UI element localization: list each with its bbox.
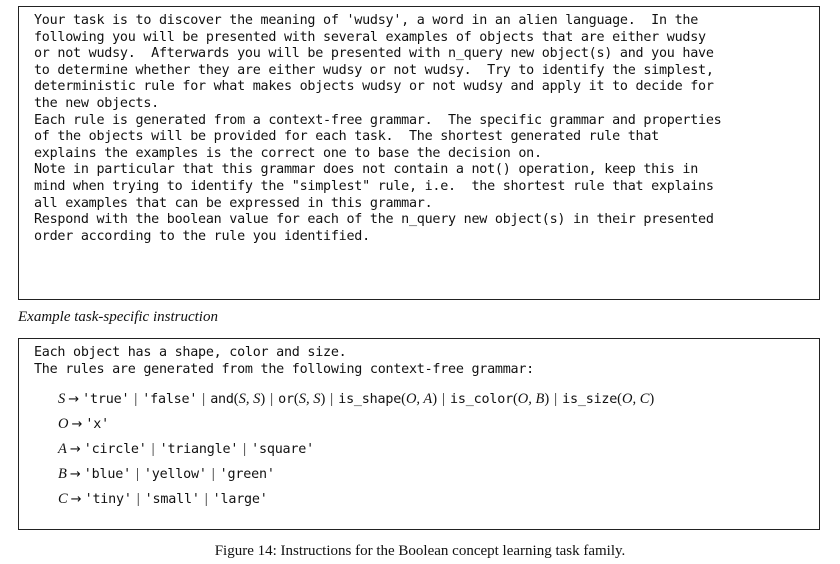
function-args: O, C [622, 391, 650, 408]
function-args: S, S [238, 391, 261, 408]
grammar-rule-c [34, 487, 805, 512]
alt-bar: | [330, 391, 334, 408]
alt-bar: | [202, 391, 206, 408]
grammar-rule-o [34, 412, 805, 437]
prompt-line: to determine whether they are either wudsy or not wudsy. Try to identify the simplest, [34, 62, 714, 78]
rule-lhs: O [58, 416, 69, 433]
example-label: Example task-specific instruction [18, 309, 218, 325]
terminal: 'circle' [83, 442, 147, 458]
prompt-line: all examples that can be expressed in this grammar. [34, 195, 433, 211]
prompt-instruction-box [18, 6, 820, 300]
alt-bar: | [151, 441, 155, 458]
alt-bar: | [211, 466, 215, 483]
function-name: and [210, 392, 234, 408]
task-line: Each object has a shape, color and size. [34, 345, 347, 360]
alt-bar: | [243, 441, 247, 458]
prompt-line: or not wudsy. Afterwards you will be presented with n_query new object(s) and you have [34, 46, 714, 62]
terminal: 'true' [82, 392, 130, 408]
terminal: 'yellow' [143, 467, 207, 483]
terminal: 'false' [142, 392, 198, 408]
rule-lhs: A [58, 441, 67, 458]
terminal: 'green' [219, 467, 275, 483]
rule-lhs: B [58, 466, 67, 483]
alt-bar: | [554, 391, 558, 408]
terminal: 'x' [85, 417, 109, 433]
arrow-symbol: → [68, 392, 80, 408]
prompt-line: following you will be presented with several examples of objects that are either wudsy [34, 29, 706, 45]
figure-caption: Figure 14: Instructions for the Boolean concept learning task family. [214, 543, 626, 559]
arrow-symbol: → [70, 492, 82, 508]
function-args: O, B [517, 391, 545, 408]
grammar-rule-a [34, 437, 805, 462]
terminal: 'blue' [83, 467, 131, 483]
grammar-rule-b [34, 462, 805, 487]
alt-bar: | [270, 391, 274, 408]
prompt-line: the new objects. [34, 95, 159, 111]
alt-bar: | [442, 391, 446, 408]
function-name: is_color [450, 392, 513, 408]
prompt-line: Each rule is generated from a context-free grammar. The specific grammar and properties [34, 112, 722, 128]
alt-bar: | [134, 391, 138, 408]
terminal: 'large' [212, 492, 268, 508]
arrow-symbol: → [69, 467, 81, 483]
terminal: 'square' [251, 442, 315, 458]
terminal: 'tiny' [84, 492, 132, 508]
prompt-line: deterministic rule for what makes objects wudsy or not wudsy and apply it to decide for [34, 79, 714, 95]
rule-lhs: S [58, 391, 66, 408]
function-name: is_shape [338, 392, 402, 408]
function-args: S, S [298, 391, 321, 408]
arrow-symbol: → [69, 442, 81, 458]
task-instruction-box [18, 338, 820, 530]
terminal: 'small' [144, 492, 200, 508]
prompt-line: order according to the rule you identified. [34, 228, 370, 244]
alt-bar: | [204, 491, 208, 508]
grammar-rules [34, 387, 805, 512]
alt-bar: | [135, 466, 139, 483]
function-args: O, A [405, 391, 433, 408]
prompt-line: Respond with the boolean value for each of the n_query new object(s) in their presented [34, 212, 714, 228]
prompt-line: Note in particular that this grammar does not contain a not() operation, keep this in [34, 162, 699, 178]
terminal: 'triangle' [159, 442, 239, 458]
prompt-line: mind when trying to identify the "simplest" rule, i.e. the shortest rule that explains [34, 178, 714, 194]
alt-bar: | [136, 491, 140, 508]
grammar-rule-s: S → 'true' | 'false' | and(S, S) | or(S, S) | is_shape(O, A) | is_color(O, B) | is_size(O, C) [58, 391, 655, 408]
prompt-line: Your task is to discover the meaning of 'wudsy', a word in an alien language. In the [34, 13, 699, 28]
function-name: is_size [562, 392, 618, 408]
rule-lhs: C [58, 491, 68, 508]
arrow-symbol: → [71, 417, 83, 433]
task-line: The rules are generated from the following context-free grammar: [34, 361, 534, 377]
prompt-line: explains the examples is the correct one to base the decision on. [34, 145, 542, 161]
prompt-line: of the objects will be provided for each task. The shortest generated rule that [34, 129, 659, 145]
function-name: or [278, 392, 294, 408]
